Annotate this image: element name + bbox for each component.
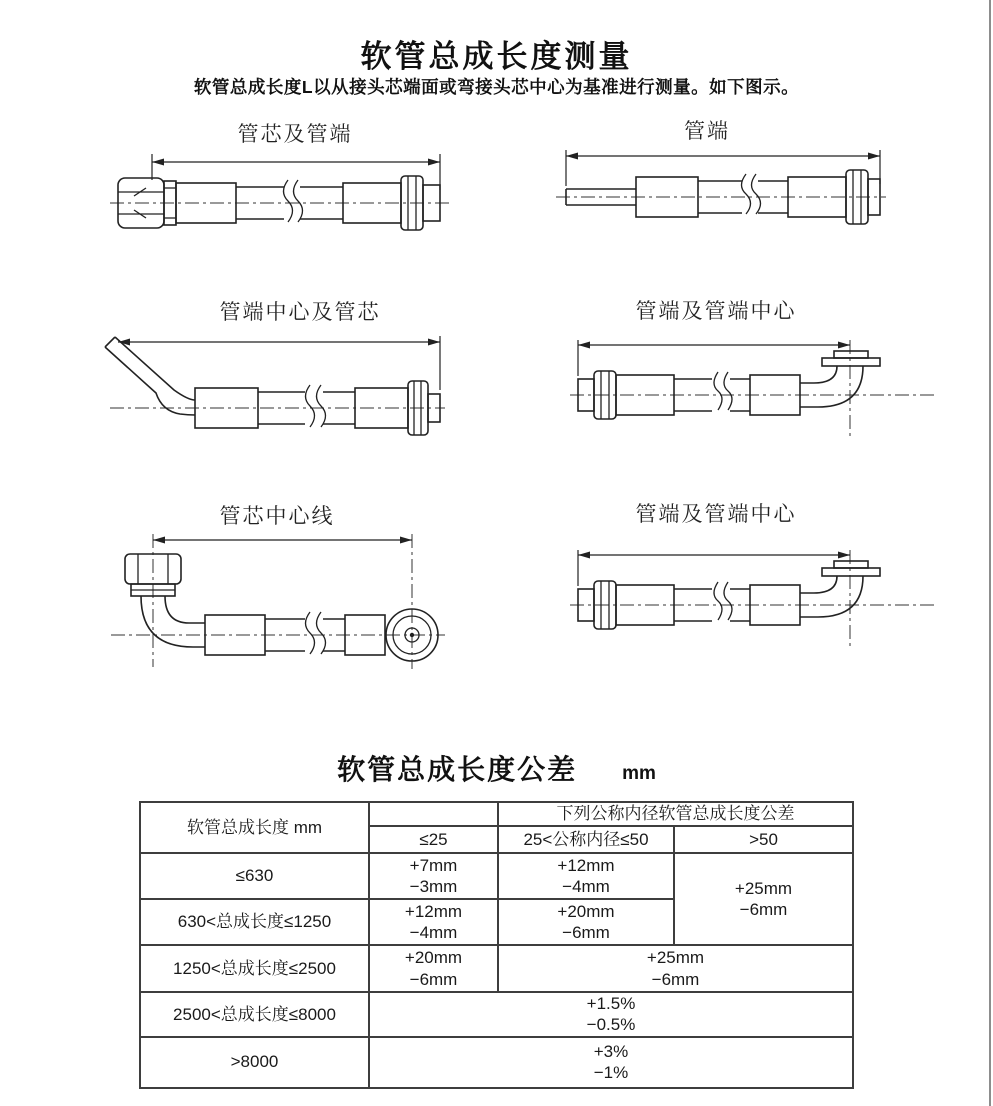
hose-diagram-core-centerline <box>105 532 450 672</box>
page-title: 软管总成长度测量 <box>360 38 633 74</box>
tolerance-section-header <box>0 748 993 788</box>
tolerance-cell: +20mm −6mm <box>498 899 674 945</box>
table-subheader-25to50: 25<公称内径≤50 <box>498 826 674 853</box>
page-edge-line <box>989 0 991 1106</box>
hose-diagram-tube-end-center-and-core <box>100 332 445 447</box>
row-range: 1250<总成长度≤2500 <box>140 945 369 992</box>
tolerance-cell: +12mm −4mm <box>498 853 674 899</box>
diagram-label-tube-end-and-end-center-2: 管端及管端中心 <box>635 502 797 526</box>
diagram-label-core-centerline: 管芯中心线 <box>219 504 335 528</box>
intro-text: 软管总成长度L以从接头芯端面或弯接头芯中心为基准进行测量。如下图示。 <box>193 77 800 97</box>
row-range: 630<总成长度≤1250 <box>140 899 369 945</box>
hose-diagram-tube-end-and-end-center-2 <box>566 548 956 658</box>
hose-diagram-tube-end-and-end-center-1 <box>566 338 956 448</box>
tolerance-cell: +25mm −6mm <box>498 945 853 992</box>
diagram-label-core-and-tube-end: 管芯及管端 <box>237 122 353 146</box>
tolerance-unit-label: mm <box>622 763 656 784</box>
hose-diagram-core-and-tube-end <box>108 150 453 250</box>
diagram-label-tube-end-and-end-center-1: 管端及管端中心 <box>635 299 797 323</box>
tolerance-cell: +3% −1% <box>369 1037 853 1088</box>
tolerance-cell: +12mm −4mm <box>369 899 498 945</box>
tolerance-table <box>139 801 854 1089</box>
row-range: ≤630 <box>140 853 369 899</box>
diagram-label-tube-end-center-and-core: 管端中心及管芯 <box>219 300 381 324</box>
table-header-length: 软管总成长度 mm <box>140 802 369 853</box>
tolerance-cell: +1.5% −0.5% <box>369 992 853 1037</box>
tolerance-cell: +20mm −6mm <box>369 945 498 992</box>
table-header-span: 下列公称内径软管总成长度公差 <box>498 802 853 826</box>
table-header-empty-cell <box>369 802 498 826</box>
tolerance-cell: +7mm −3mm <box>369 853 498 899</box>
table-subheader-gt50: >50 <box>674 826 853 853</box>
hose-diagram-tube-end <box>556 148 886 243</box>
tolerance-cell: +25mm −6mm <box>674 853 853 945</box>
tolerance-section-title: 软管总成长度公差 <box>337 754 578 785</box>
table-subheader-le25: ≤25 <box>369 826 498 853</box>
row-range: >8000 <box>140 1037 369 1088</box>
row-range: 2500<总成长度≤8000 <box>140 992 369 1037</box>
diagram-label-tube-end: 管端 <box>684 119 730 143</box>
